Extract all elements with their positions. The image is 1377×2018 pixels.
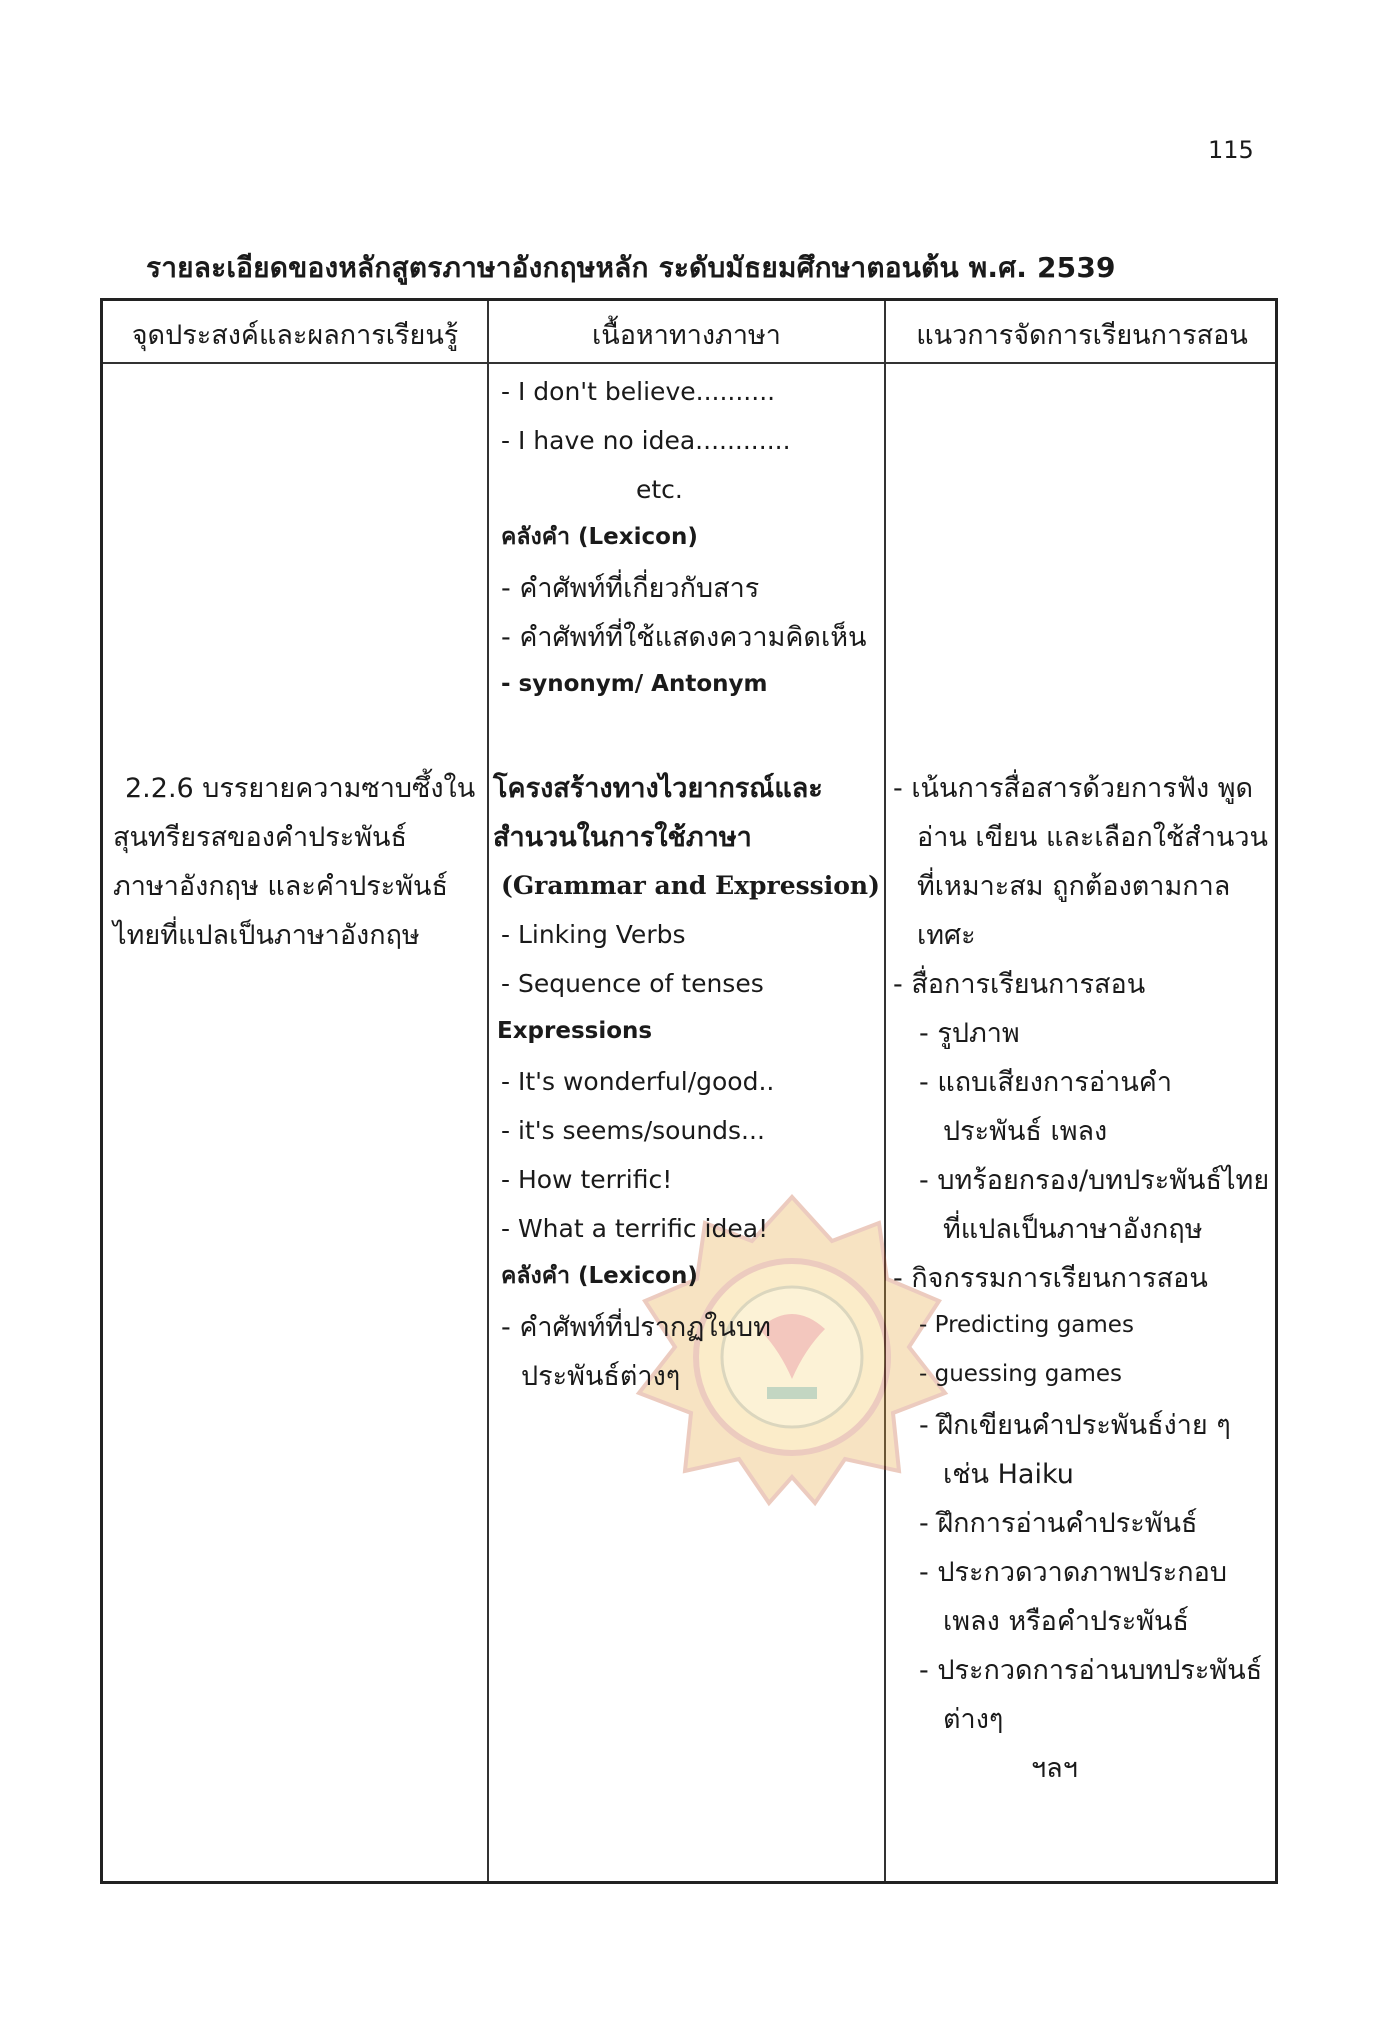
approach-line: - บทร้อยกรอง/บทประพันธ์ไทย bbox=[919, 1165, 1270, 1196]
column-divider bbox=[884, 301, 886, 1881]
approach-line: ต่างๆ bbox=[943, 1704, 1004, 1735]
approach-line: - Predicting games bbox=[919, 1312, 1134, 1338]
approach-line: ที่เหมาะสม ถูกต้องตามกาล bbox=[917, 871, 1231, 902]
objective-line: ไทยที่แปลเป็นภาษาอังกฤษ bbox=[113, 920, 420, 951]
approach-line: - ฝึกการอ่านคำประพันธ์ bbox=[919, 1508, 1198, 1539]
content-line: - คำศัพท์ที่ปรากฏในบท bbox=[501, 1312, 771, 1343]
approach-line: ที่แปลเป็นภาษาอังกฤษ bbox=[943, 1214, 1203, 1245]
header-divider bbox=[103, 362, 1275, 364]
approach-line: - เน้นการสื่อสารด้วยการฟัง พูด bbox=[893, 773, 1254, 804]
approach-line: อ่าน เขียน และเลือกใช้สำนวน bbox=[917, 822, 1268, 853]
lexicon-heading: คลังคำ (Lexicon) bbox=[501, 524, 698, 550]
content-line: - It's wonderful/good.. bbox=[501, 1067, 775, 1096]
objective-line: ภาษาอังกฤษ และคำประพันธ์ bbox=[113, 871, 448, 902]
content-line: ประพันธ์ต่างๆ bbox=[521, 1361, 681, 1392]
content-line: - I have no idea............ bbox=[501, 426, 791, 455]
header-objectives: จุดประสงค์และผลการเรียนรู้ bbox=[131, 320, 459, 351]
approach-line: - guessing games bbox=[919, 1361, 1123, 1387]
approach-line: - แถบเสียงการอ่านคำ bbox=[919, 1067, 1172, 1098]
header-teaching-approach: แนวการจัดการเรียนการสอน bbox=[916, 320, 1248, 351]
grammar-heading: (Grammar and Expression) bbox=[501, 871, 880, 900]
column-divider bbox=[487, 301, 489, 1881]
approach-line: เทศะ bbox=[917, 920, 976, 951]
grammar-heading: โครงสร้างทางไวยากรณ์และ bbox=[493, 773, 823, 804]
content-line: etc. bbox=[636, 475, 683, 504]
approach-line: - สื่อการเรียนการสอน bbox=[893, 969, 1146, 1000]
content-line: - คำศัพท์ที่ใช้แสดงความคิดเห็น bbox=[501, 622, 867, 653]
page-number: 115 bbox=[1208, 136, 1254, 164]
content-line: - I don't believe.......... bbox=[501, 377, 776, 406]
expressions-heading: Expressions bbox=[497, 1018, 653, 1044]
approach-line: - กิจกรรมการเรียนการสอน bbox=[893, 1263, 1208, 1294]
approach-line: เพลง หรือคำประพันธ์ bbox=[943, 1606, 1189, 1637]
curriculum-table bbox=[100, 298, 1278, 1884]
grammar-heading: สำนวนในการใช้ภาษา bbox=[493, 822, 752, 853]
content-line: - Linking Verbs bbox=[501, 920, 686, 949]
approach-line: - รูปภาพ bbox=[919, 1018, 1020, 1049]
content-line: - คำศัพท์ที่เกี่ยวกับสาร bbox=[501, 573, 760, 604]
approach-line: - ประกวดวาดภาพประกอบ bbox=[919, 1557, 1227, 1588]
header-language-content: เนื้อหาทางภาษา bbox=[592, 320, 781, 351]
content-line: - Sequence of tenses bbox=[501, 969, 764, 998]
content-line: - synonym/ Antonym bbox=[501, 671, 768, 697]
document-title: รายละเอียดของหลักสูตรภาษาอังกฤษหลัก ระดับมัธยมศึกษาตอนต้น พ.ศ. 2539 bbox=[146, 251, 1116, 284]
content-line: - it's seems/sounds... bbox=[501, 1116, 765, 1145]
approach-line: - ประกวดการอ่านบทประพันธ์ bbox=[919, 1655, 1263, 1686]
lexicon-heading: คลังคำ (Lexicon) bbox=[501, 1263, 698, 1289]
approach-line: เช่น Haiku bbox=[943, 1459, 1074, 1490]
approach-line: - ฝึกเขียนคำประพันธ์ง่าย ๆ bbox=[919, 1410, 1231, 1441]
objective-line: 2.2.6 บรรยายความซาบซึ้งใน bbox=[125, 773, 476, 804]
objective-line: สุนทรียรสของคำประพันธ์ bbox=[113, 822, 407, 853]
approach-line: ประพันธ์ เพลง bbox=[943, 1116, 1108, 1147]
approach-line: ฯลฯ bbox=[1031, 1753, 1078, 1784]
content-line: - How terrific! bbox=[501, 1165, 673, 1194]
content-line: - What a terrific idea! bbox=[501, 1214, 769, 1243]
